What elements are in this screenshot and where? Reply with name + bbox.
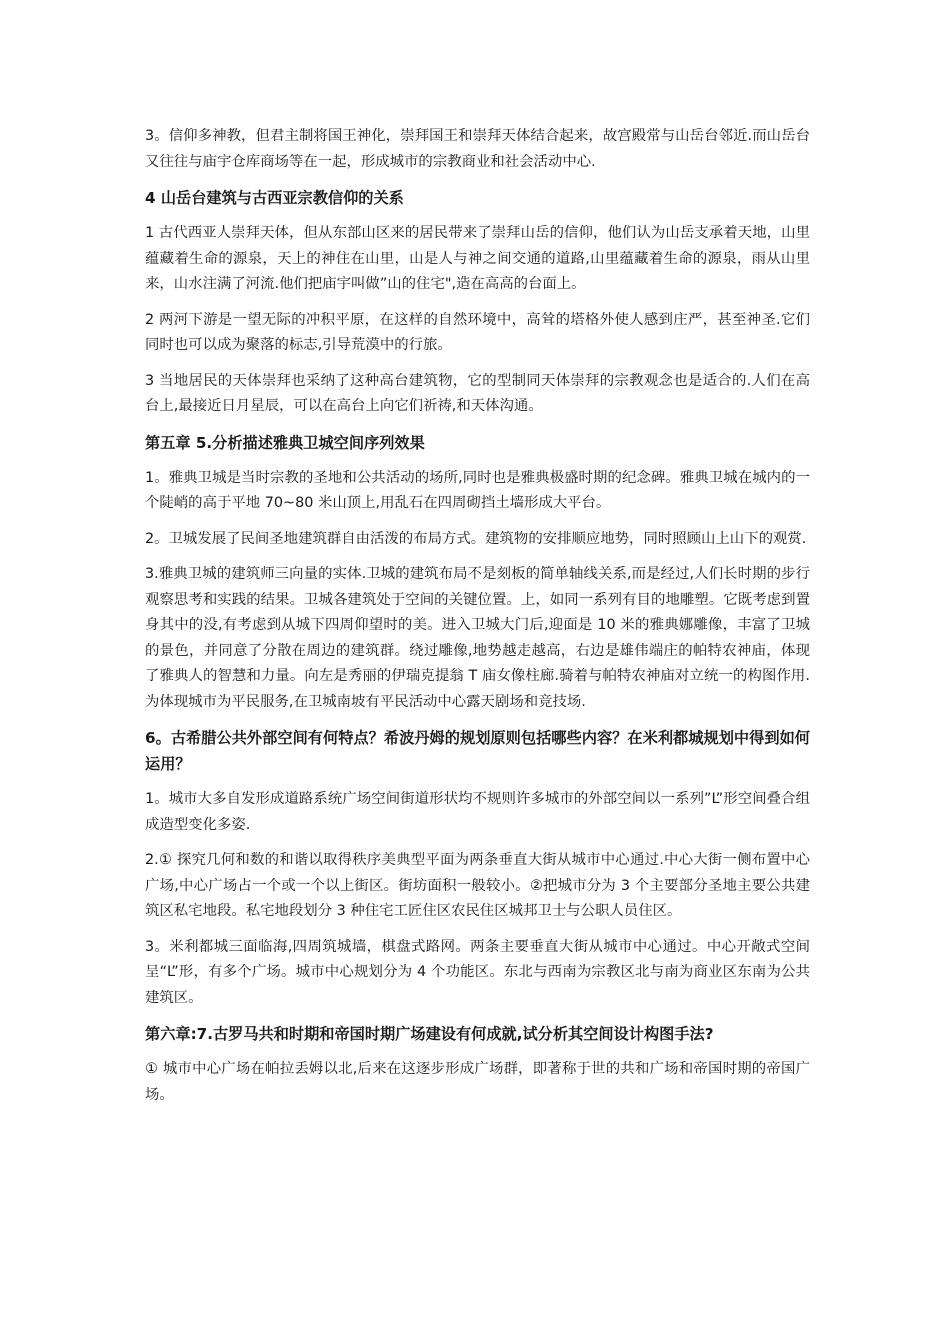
chapter-heading-roman-forums: 第六章:7.古罗马共和时期和帝国时期广场建设有何成就,试分析其空间设计构图手法? [145, 1025, 714, 1043]
paragraph-alluvial-plain: 2 两河下游是一望无际的冲积平原，在这样的自然环境中，高耸的塔格外使人感到庄严，甚至神圣.它们同时也可以成为聚落的标志,引导荒漠中的行旅。 [145, 311, 810, 353]
paragraph-hippodamus-principles: 2.① 探究几何和数的和谐以取得秩序美典型平面为两条垂直大街从城市中心通过.中心大街一侧布置中心广场,中心广场占一个或一个以上街区。街坊面积一般较小。②把城市分为 3 个主要部分圣地主要公共建筑区私宅地段。私宅地段划分 3 种住宅工匠住区农民住区城邦卫士与公职人员住区。 [145, 852, 810, 919]
paragraph-worship-and-palaces: 3。信仰多神教，但君主制将国王神化，崇拜国王和崇拜天体结合起来，故宫殿常与山岳台邻近.而山岳台又往往与庙宇仓库商场等在一起，形成城市的宗教商业和社会活动中心. [145, 128, 810, 170]
paragraph-mountain-worship: 1 古代西亚人崇拜天体，但从东部山区来的居民带来了崇拜山岳的信仰，他们认为山岳支承着天地，山里蕴藏着生命的源泉，天上的神住在山里，山是人与神之间交通的道路,山里蕴藏着生命的源泉，雨从山里来，山水注满了河流.他们把庙宇叫做”山的住宅",造在高高的台面上。 [145, 225, 810, 292]
paragraph-acropolis-layout: 2。卫城发展了民间圣地建筑群自由活泼的布局方式。建筑物的安排顺应地势，同时照顾山上山下的观赏. [145, 530, 807, 547]
paragraph-roman-forum: ① 城市中心广场在帕拉丢姆以北,后来在这逐步形成广场群，即著称于世的共和广场和帝国时期的帝国广场。 [145, 1061, 810, 1103]
document-body [145, 124, 810, 1118]
paragraph-greek-street-system: 1。城市大多自发形成道路系统广场空间街道形状均不规则许多城市的外部空间以一系列”L”形空间叠合组成造型变化多姿. [145, 791, 810, 833]
question-heading-greek-space: 6。古希腊公共外部空间有何特点？希波丹姆的规划原则包括哪些内容？在米利都城规划中得到如何运用？ [145, 729, 810, 773]
chapter-heading-acropolis: 第五章 5.分析描述雅典卫城空间序列效果 [145, 433, 425, 452]
paragraph-miletus-plan: 3。米利都城三面临海,四周筑城墙，棋盘式路网。两条主要垂直大街从城市中心通过。中心开敞式空间呈“L”形，有多个广场。城市中心规划分为 4 个功能区。东北与西南为宗教区北与南为商业区东南为公共建筑区。 [145, 938, 810, 1006]
paragraph-acropolis-sequence: 3.雅典卫城的建筑师三向量的实体.卫城的建筑布局不是刻板的简单轴线关系,而是经过,人们长时期的步行观察思考和实践的结果。卫城各建筑处于空间的关键位置。上，如同一系列有目的地雕塑。它既考虑到置身其中的没,有考虑到从城下四周仰望时的美。进入卫城大门后,迎面是 10 米的雅典娜雕像，丰富了卫城的景色，并同意了分散在周边的建筑群。绕过雕像,地势越走越高，右边是雄伟端庄的帕特农神庙，体现了雅典人的智慧和力量。向左是秀丽的伊瑞克提翁 T 庙女像柱廊.骑着与帕特农神庙对立统一的构图作用.为体现城市为平民服务,在卫城南坡有平民活动中心露天剧场和竞技场. [145, 566, 810, 710]
paragraph-acropolis-site: 1。雅典卫城是当时宗教的圣地和公共活动的场所,同时也是雅典极盛时期的纪念碑。雅典卫城在城内的一个陡峭的高于平地 70~80 米山顶上,用乱石在四周砌挡土墙形成大平台。 [145, 469, 810, 511]
section-heading-ziggurat-religion: 4 山岳台建筑与古西亚宗教信仰的关系 [145, 189, 404, 207]
paragraph-celestial-worship: 3 当地居民的天体崇拜也采纳了这种高台建筑物，它的型制同天体崇拜的宗教观念也是适合的.人们在高台上,最接近日月星辰，可以在高台上向它们祈祷,和天体沟通。 [145, 372, 810, 414]
